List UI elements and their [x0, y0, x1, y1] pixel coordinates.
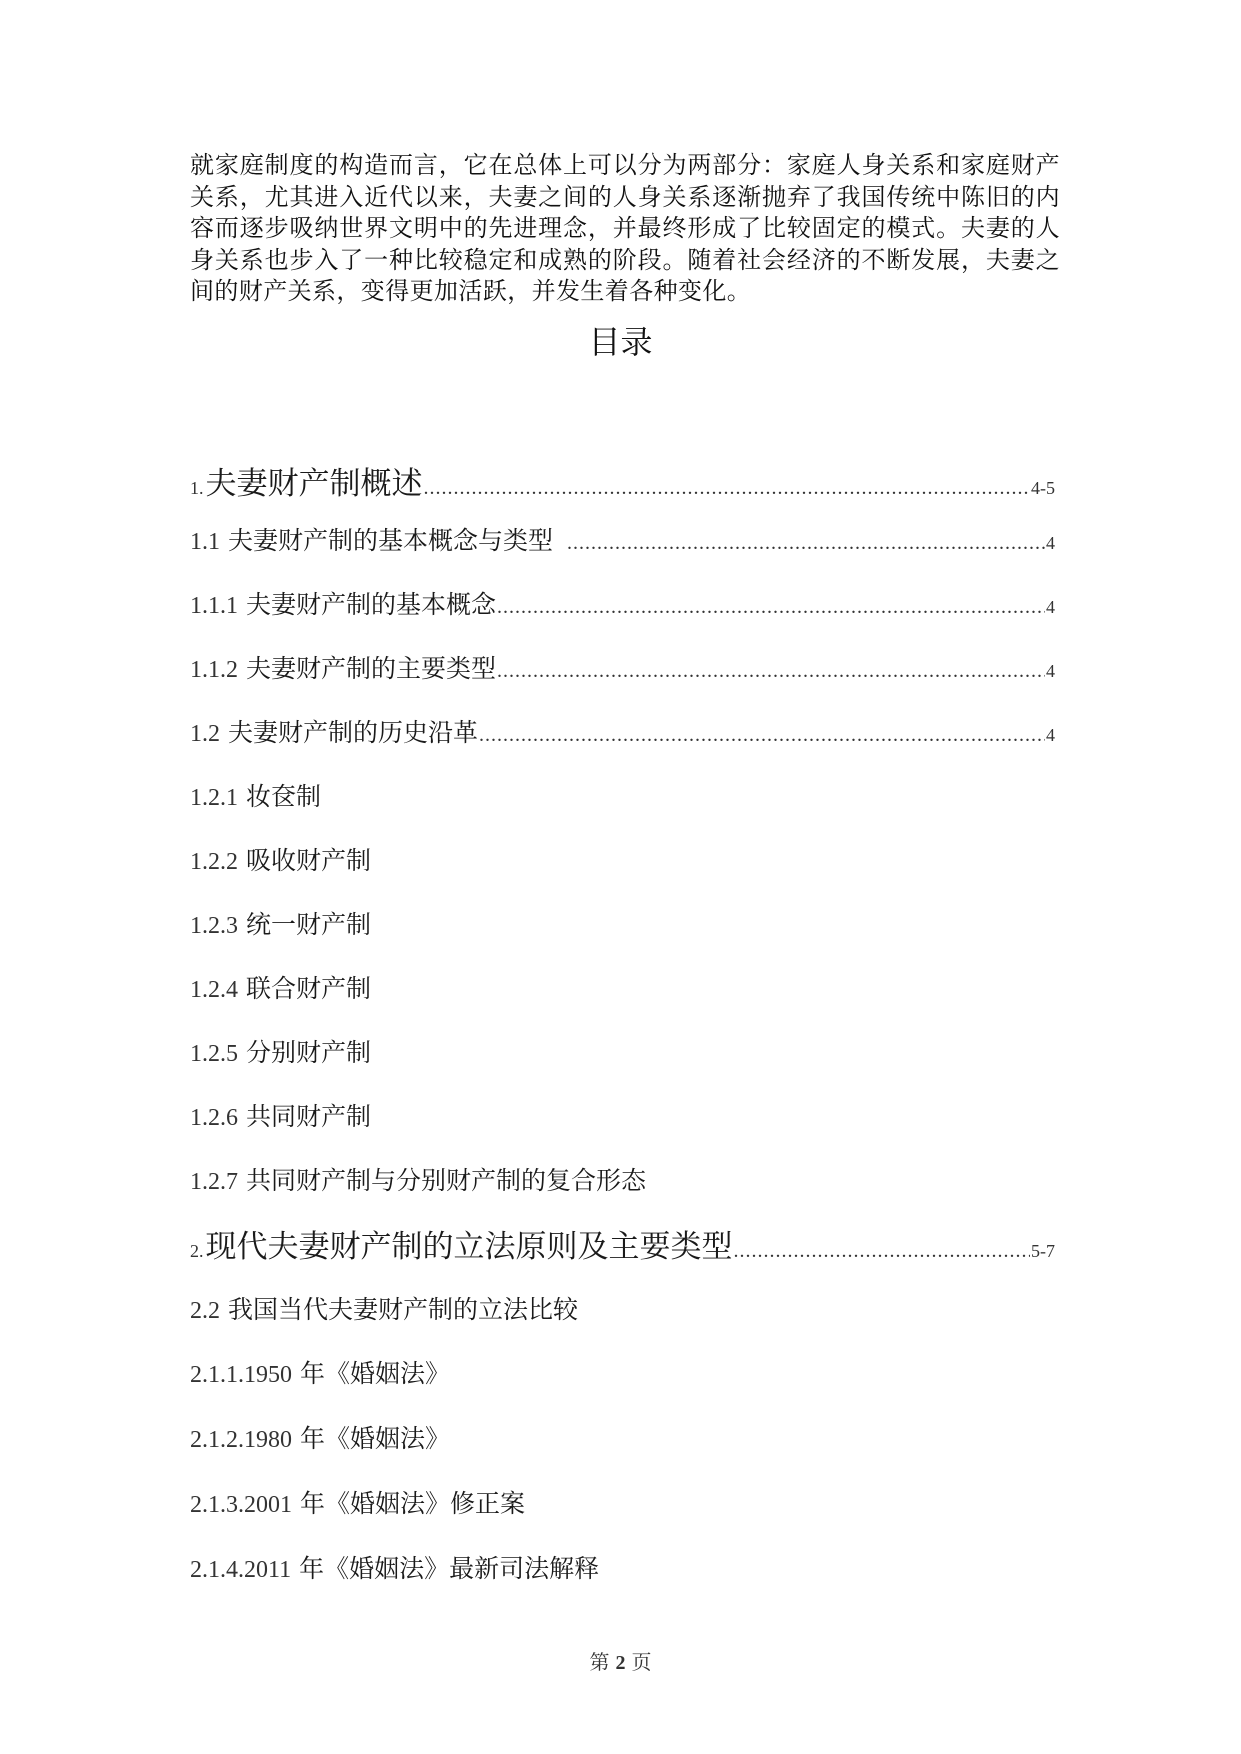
toc-entry-number: 2.1.4.2011 [190, 1557, 292, 1583]
toc-entry[interactable] [190, 1354, 1055, 1390]
toc-entry-number: 2. [190, 1241, 204, 1261]
toc-entry-text: 共同财产制与分别财产制的复合形态 [246, 1166, 647, 1195]
toc-entry[interactable] [190, 458, 1055, 503]
toc-entry-number: 1.2.4 [190, 977, 238, 1003]
toc-entry[interactable] [190, 841, 1055, 877]
toc-entry-text: 夫妻财产制的主要类型 [246, 654, 497, 683]
toc-entry[interactable] [190, 1484, 1055, 1520]
toc-entry-number: 1. [190, 478, 204, 498]
toc-entry-page: 4 [1046, 533, 1055, 553]
intro-paragraph: 就家庭制度的构造而言，它在总体上可以分为两部分：家庭人身关系和家庭财产关系，尤其进入近代以来，夫妻之间的人身关系逐渐抛弃了我国传统中陈旧的内容而逐步吸纳世界文明中的先进理念，并最终形成了比较固定的模式。夫妻的人身关系也步入了一种比较稳定和成熟的阶段。随着社会经济的不断发展，夫妻之间的财产关系，变得更加活跃，并发生着各种变化。 [190, 151, 1060, 305]
toc-entry[interactable] [190, 1419, 1055, 1455]
toc-entry-text: 联合财产制 [246, 974, 372, 1003]
toc-entry-number: 1.2.2 [190, 849, 238, 875]
toc-entry[interactable] [190, 713, 1055, 749]
page-number: 2 [615, 1652, 626, 1674]
footer-suffix: 页 [631, 1652, 652, 1674]
toc-entry-text: 年《婚姻法》 [300, 1359, 451, 1388]
toc-entry-text: 夫妻财产制的基本概念与类型 [228, 526, 554, 555]
toc-entry-number: 1.2.1 [190, 785, 238, 811]
toc-entry[interactable] [190, 1290, 1055, 1326]
toc-entry-number: 1.2.7 [190, 1169, 238, 1195]
toc-entry[interactable] [190, 1033, 1055, 1069]
toc-entry-number: 2.1.1.1950 [190, 1362, 292, 1388]
toc-entry[interactable] [190, 1161, 1055, 1197]
toc-entry-text: 年《婚姻法》 [300, 1424, 451, 1453]
toc-entry-text: 年《婚姻法》最新司法解释 [299, 1554, 600, 1583]
toc-leader-dots [497, 596, 1045, 619]
toc-entry-number: 1.2.6 [190, 1105, 238, 1131]
toc-entry-page: 4 [1046, 661, 1055, 681]
page-footer [0, 1646, 1241, 1675]
toc-entry[interactable] [190, 649, 1055, 685]
toc-entry-page: 4-5 [1031, 478, 1055, 498]
footer-prefix: 第 [589, 1652, 610, 1674]
toc-entry-text: 年《婚姻法》修正案 [300, 1489, 526, 1518]
toc-entry-number: 1.1.2 [190, 657, 238, 683]
toc-leader-dots [497, 660, 1045, 683]
toc-entry[interactable] [190, 585, 1055, 621]
toc-entry-text: 共同财产制 [246, 1102, 372, 1131]
toc-entry[interactable] [190, 1549, 1055, 1585]
toc-entry-text: 现代夫妻财产制的立法原则及主要类型 [205, 1229, 733, 1265]
toc-entry-text: 吸收财产制 [246, 846, 372, 875]
toc-entry-number: 1.2.5 [190, 1041, 238, 1067]
toc-entry-text: 分别财产制 [246, 1038, 372, 1067]
toc-entry[interactable] [190, 1097, 1055, 1133]
toc-entry[interactable] [190, 905, 1055, 941]
toc-entry-page: 4 [1046, 725, 1055, 745]
toc-entry-number: 2.1.3.2001 [190, 1492, 292, 1518]
toc-entry-text: 我国当代夫妻财产制的立法比较 [228, 1295, 579, 1324]
toc-title: 目录 [588, 323, 653, 361]
toc-leader-dots [567, 532, 1045, 555]
toc-entry[interactable] [190, 1221, 1055, 1266]
toc-leader-dots [424, 477, 1031, 500]
toc-entry-number: 2.2 [190, 1298, 220, 1324]
toc-leader-dots [479, 724, 1045, 747]
toc-leader-dots [734, 1240, 1031, 1263]
toc-entry[interactable] [190, 777, 1055, 813]
toc-entry-text: 夫妻财产制的历史沿革 [228, 718, 479, 747]
toc-entry[interactable] [190, 969, 1055, 1005]
toc-entry-number: 1.1.1 [190, 593, 238, 619]
toc-entry-text: 统一财产制 [246, 910, 372, 939]
toc-entry-number: 1.1 [190, 529, 220, 555]
toc-entry-text: 妆奁制 [246, 782, 322, 811]
toc-entry-text: 夫妻财产制的基本概念 [246, 590, 497, 619]
toc-entry-page: 4 [1046, 597, 1055, 617]
toc-entry-page: 5-7 [1031, 1241, 1055, 1261]
toc-entry[interactable] [190, 521, 1055, 557]
toc-entry-number: 1.2.3 [190, 913, 238, 939]
toc-entry-number: 2.1.2.1980 [190, 1427, 292, 1453]
toc-entry-number: 1.2 [190, 721, 220, 747]
toc-entry-text: 夫妻财产制概述 [205, 466, 423, 502]
